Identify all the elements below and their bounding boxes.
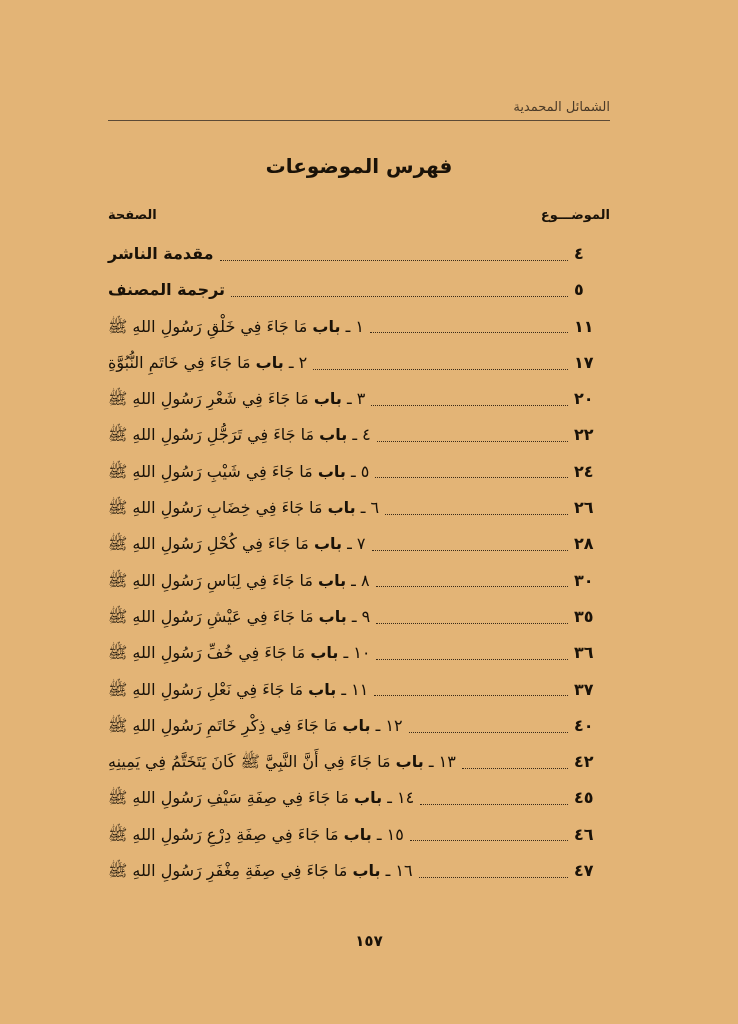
toc-entry-bab: باب: [354, 788, 383, 808]
toc-entry-page: ٤٠: [574, 715, 594, 735]
toc-entry-bab: باب: [318, 606, 347, 626]
toc-entry-title: [108, 236, 214, 272]
dot-leader: [231, 296, 568, 297]
dot-leader: [385, 514, 568, 515]
toc-entry-title: [108, 272, 225, 308]
toc-entry[interactable]: [108, 817, 610, 853]
toc-entry-text: مَا جَاءَ فِي لِبَاسِ رَسُولِ اللهِ ﷺ: [108, 570, 313, 590]
toc-entry[interactable]: [108, 635, 610, 671]
toc-entry-bab: باب: [255, 352, 284, 372]
toc-entry-bab: باب: [312, 316, 341, 336]
toc-entry-number: ١٠ ـ: [343, 643, 371, 663]
dot-leader: [220, 260, 568, 261]
page-number: ١٥٧: [355, 932, 383, 950]
toc-entry-title: [108, 853, 413, 889]
running-head: الشمائل المحمدية: [513, 100, 610, 115]
toc-entry-page: ٣٠: [574, 570, 594, 590]
toc-entry-number: ١٥ ـ: [376, 824, 404, 844]
toc-entry-number: ٨ ـ: [351, 570, 370, 590]
column-header-page: الصفحة: [108, 208, 157, 223]
toc-entry-number: ١٤ ـ: [387, 788, 415, 808]
toc-entry-page: ٤٦: [574, 824, 594, 844]
toc-entry-title: [108, 635, 370, 671]
dot-leader: [409, 732, 568, 733]
toc-entry[interactable]: [108, 454, 610, 490]
toc-entry[interactable]: [108, 309, 610, 345]
toc-entry-text: مَا جَاءَ فِي ذِكْرِ خَاتَمِ رَسُولِ اللهِ ﷺ: [108, 715, 338, 735]
toc-entry-page: ٣٥: [574, 606, 594, 626]
toc-entry-title: [108, 672, 368, 708]
toc-entry-title: [108, 563, 370, 599]
dot-leader: [377, 441, 568, 442]
toc-entry-bab: باب: [319, 425, 348, 445]
dot-leader: [462, 768, 568, 769]
dot-leader: [374, 695, 568, 696]
toc-entry-page: ٢٨: [574, 534, 594, 554]
toc-entry-page: ٤٢: [574, 752, 594, 772]
toc-entry[interactable]: [108, 381, 610, 417]
dot-leader: [371, 405, 568, 406]
toc-entry-bab: باب: [342, 715, 371, 735]
toc-entry-number: ٦ ـ: [360, 498, 380, 518]
toc-entry-bab: باب: [317, 461, 346, 481]
toc-entry-text: مَا جَاءَ فِي شَيْبِ رَسُولِ اللهِ ﷺ: [108, 461, 313, 481]
toc-entry-number: ١٦ ـ: [385, 861, 413, 881]
toc-entry-page: ٤: [574, 244, 584, 263]
toc-entry-page: ١١: [574, 316, 594, 336]
toc-entry[interactable]: [108, 236, 610, 272]
toc-entry-text: مَا جَاءَ فِي خِضَابِ رَسُولِ اللهِ ﷺ: [108, 498, 323, 518]
toc-entry-title: [108, 309, 364, 345]
toc-entry-bab: باب: [327, 498, 356, 518]
toc-entry-page: ٣٧: [574, 679, 594, 699]
toc-entry-bab: باب: [313, 389, 342, 409]
toc-entry-title: [108, 381, 365, 417]
toc-entry-title: [108, 817, 404, 853]
dot-leader: [410, 840, 568, 841]
toc-entry-bab: باب: [308, 679, 337, 699]
toc-entry-text: مَا جَاءَ فِي خَاتَمِ النُّبُوَّةِ: [108, 352, 251, 372]
toc-entry-bab: باب: [352, 861, 381, 881]
toc-entry[interactable]: [108, 744, 610, 780]
toc-entry-number: ٢ ـ: [288, 352, 308, 372]
toc-entry-title: [108, 526, 366, 562]
toc-entry-bab: باب: [313, 534, 343, 554]
toc-entry-bab: باب: [343, 824, 372, 844]
toc-entry-text: مَا جَاءَ فِي أَنَّ النَّبِيَّ ﷺ كَانَ يَتَخَتَّمُ فِي يَمِينِهِ: [108, 752, 391, 772]
header-rule: [108, 120, 610, 121]
dot-leader: [419, 877, 568, 878]
dot-leader: [376, 623, 568, 624]
toc-entry-text: مَا جَاءَ فِي خَلْقِ رَسُولِ اللهِ ﷺ: [108, 316, 308, 336]
toc-entry[interactable]: [108, 853, 610, 889]
toc-entry-title: [108, 345, 307, 381]
toc-entry[interactable]: [108, 672, 610, 708]
toc-entry-text: مَا جَاءَ فِي صِفَةِ دِرْعِ رَسُولِ اللهِ ﷺ: [108, 824, 339, 844]
toc-entry-text: مَا جَاءَ فِي شَعْرِ رَسُولِ اللهِ ﷺ: [108, 389, 309, 409]
dot-leader: [370, 332, 568, 333]
toc-entry[interactable]: [108, 417, 610, 453]
toc-entry[interactable]: [108, 490, 610, 526]
toc-entry-page: ٣٦: [574, 643, 594, 663]
toc-entry-number: ١١ ـ: [341, 679, 369, 699]
toc-entry-title: [108, 780, 414, 816]
toc-entry-text: مقدمة الناشر: [108, 244, 214, 263]
toc-entry-number: ٥ ـ: [351, 461, 370, 481]
toc-entry-page: ٤٧: [574, 861, 594, 881]
toc-entry-title: [108, 454, 369, 490]
toc-entry-title: [108, 417, 371, 453]
toc-entry-title: [108, 599, 370, 635]
toc-entry-number: ١٣ ـ: [428, 752, 456, 772]
toc-entry-bab: باب: [395, 752, 424, 772]
toc-entry[interactable]: [108, 780, 610, 816]
column-header-topic: الموضـــوع: [540, 208, 610, 223]
dot-leader: [376, 659, 568, 660]
toc-entry-number: ١٢ ـ: [375, 715, 403, 735]
toc-entry-text: مَا جَاءَ فِي عَيْشِ رَسُولِ اللهِ ﷺ: [108, 606, 314, 626]
toc-entry-page: ٥: [574, 280, 584, 300]
toc-entry-page: ٢٠: [574, 389, 594, 409]
toc-list: [108, 236, 610, 889]
toc-entry[interactable]: [108, 272, 610, 308]
toc-entry[interactable]: [108, 599, 610, 635]
toc-entry[interactable]: [108, 345, 610, 381]
toc-entry-number: ٩ ـ: [351, 606, 371, 626]
toc-entry-title: [108, 490, 379, 526]
toc-entry-title: [108, 708, 403, 744]
toc-entry-page: ١٧: [574, 352, 594, 372]
toc-entry-page: ٢٢: [574, 425, 594, 445]
toc-entry-page: ٤٥: [574, 788, 594, 808]
toc-entry-text: ترجمة المصنف: [108, 280, 226, 300]
toc-entry-bab: باب: [317, 570, 347, 590]
toc-entry[interactable]: [108, 708, 610, 744]
toc-entry-number: ٧ ـ: [347, 534, 366, 554]
toc-entry-text: مَا جَاءَ فِي صِفَةِ مِغْفَرِ رَسُولِ اللهِ ﷺ: [108, 861, 348, 881]
toc-entry-number: ٤ ـ: [352, 425, 371, 445]
toc-entry-number: ١ ـ: [345, 316, 364, 336]
toc-entry-number: ٣ ـ: [347, 389, 366, 409]
toc-entry-text: مَا جَاءَ فِي كُحْلِ رَسُولِ اللهِ ﷺ: [108, 534, 309, 554]
page-title: فهرس الموضوعات: [265, 154, 453, 178]
dot-leader: [420, 804, 568, 805]
dot-leader: [375, 477, 568, 478]
toc-entry-text: مَا جَاءَ فِي خُفِّ رَسُولِ اللهِ ﷺ: [108, 643, 306, 663]
dot-leader: [376, 586, 568, 587]
dot-leader: [313, 369, 568, 370]
toc-entry[interactable]: [108, 563, 610, 599]
toc-entry[interactable]: [108, 526, 610, 562]
toc-entry-text: مَا جَاءَ فِي تَرَجُّلِ رَسُولِ اللهِ ﷺ: [108, 425, 315, 445]
toc-entry-page: ٢٤: [574, 461, 594, 481]
dot-leader: [372, 550, 569, 551]
toc-entry-text: مَا جَاءَ فِي نَعْلِ رَسُولِ اللهِ ﷺ: [108, 679, 304, 699]
toc-entry-text: مَا جَاءَ فِي صِفَةِ سَيْفِ رَسُولِ اللهِ ﷺ: [108, 788, 349, 808]
toc-entry-page: ٢٦: [574, 498, 594, 518]
toc-entry-title: [108, 744, 456, 780]
toc-entry-bab: باب: [310, 643, 339, 663]
